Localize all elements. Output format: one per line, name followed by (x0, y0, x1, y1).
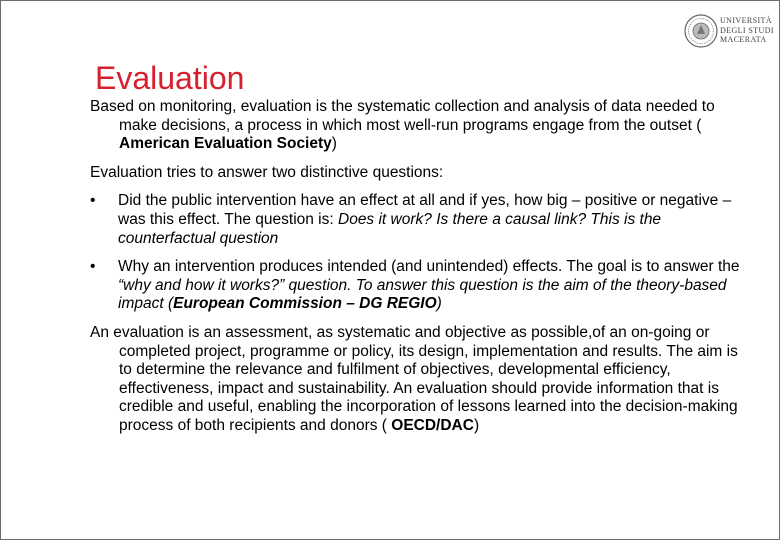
bullet-marker: • (90, 192, 96, 210)
definition-text: An evaluation is an assessment, as systematic and objective as possible,of an on-going or completed project, programme or policy, its design, implementation and results. The aim is to determine the relevance and fulfilment of objectives, developmental efficiency, effectiveness, impact and sustainability. An evaluation should provide information that is credible and useful, enabling the incorporation of lessons learned into the decision-making process of both recipients and donors ( (90, 323, 738, 434)
definition-paragraph (90, 324, 755, 436)
bullet-close: ) (436, 295, 442, 313)
bullet-item (90, 192, 755, 248)
intro-source: American Evaluation Society (119, 135, 332, 153)
slide-body (90, 98, 755, 446)
bullet-emphasis: Does it work? Is there a causal link? This is the counterfactual question (118, 210, 662, 247)
intro-paragraph (90, 98, 755, 154)
university-logo (684, 13, 774, 53)
logo-line: UNIVERSITÀ (720, 16, 772, 25)
university-seal-icon (684, 14, 718, 48)
bullet-item (90, 258, 755, 314)
logo-line: DEGLI STUDI (720, 25, 774, 35)
bullet-source: European Commission – DG REGIO (173, 295, 437, 313)
bullet-emphasis: “why and how it works?” question. To answer this question is the aim of the theory-based impact ( (118, 276, 727, 313)
bullet-text: Why an intervention produces intended (and unintended) effects. The goal is to answer the (118, 258, 740, 276)
university-logo-text (720, 16, 774, 45)
bullet-marker: • (90, 258, 96, 276)
intro-text: Based on monitoring, evaluation is the systematic collection and analysis of data needed to make decisions, a process in which most well-run programs engage from the outset ( (90, 98, 715, 134)
definition-close: ) (473, 416, 480, 434)
intro-close: ) (331, 135, 337, 153)
logo-line: MACERATA (720, 35, 767, 44)
bullet-text: Did the public intervention have an effect at all and if yes, how big – positive or negative – was this effect. The question is: (118, 192, 732, 228)
lead-paragraph: Evaluation tries to answer two distinctive questions: (90, 163, 444, 181)
slide-title: Evaluation (95, 60, 245, 96)
definition-source: OECD/DAC (391, 416, 474, 434)
